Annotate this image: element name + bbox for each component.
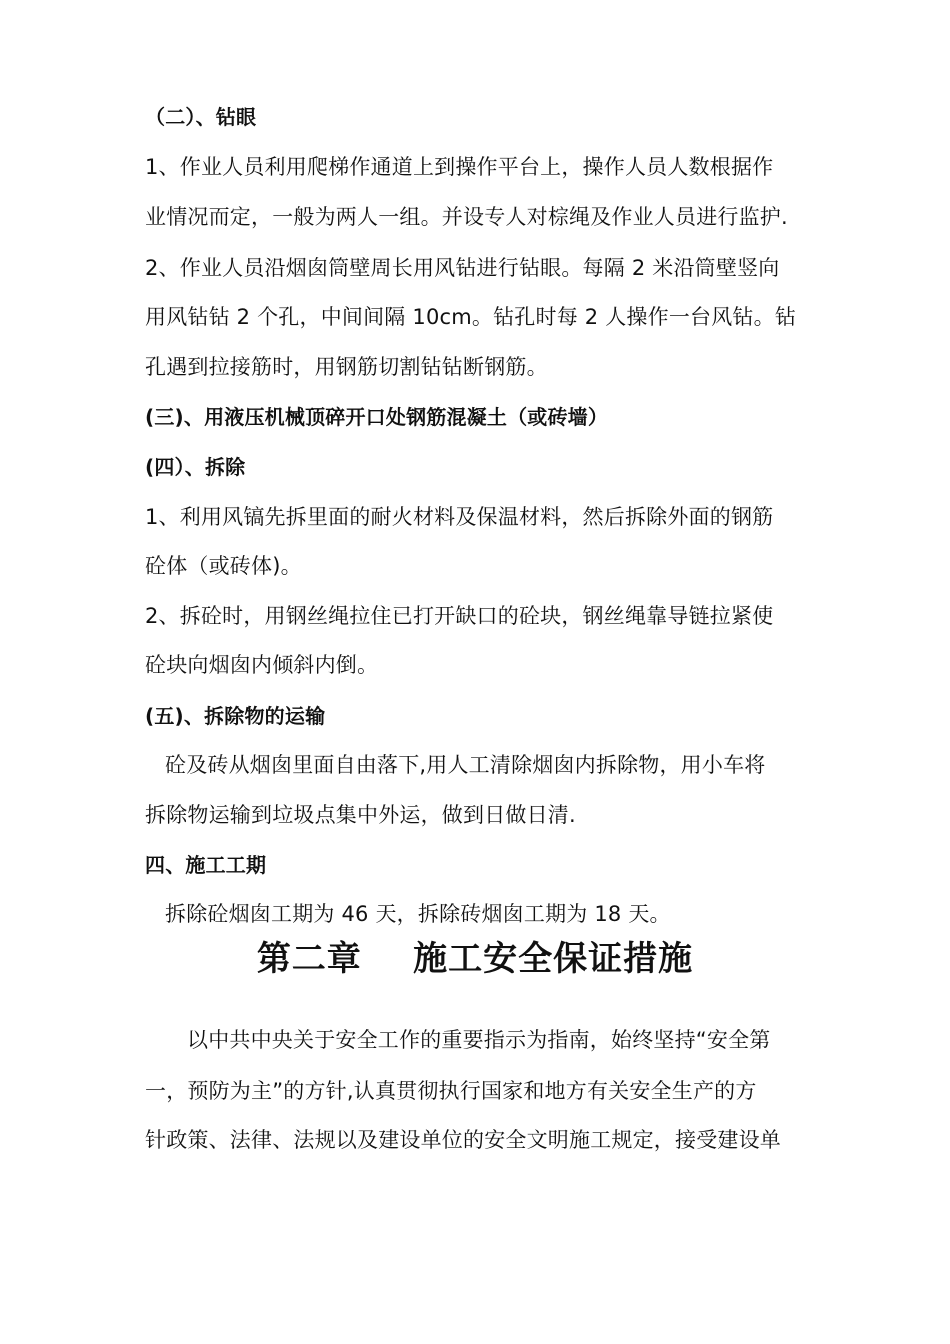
paragraph-line: 1、作业人员利用爬梯作通道上到操作平台上，操作人员人数根据作 xyxy=(145,155,774,179)
paragraph-line: 拆除物运输到垃圾点集中外运，做到日做日清. xyxy=(145,803,576,827)
paragraph-line: 砼体（或砖体)。 xyxy=(145,554,302,578)
chapter-title: 第二章 施工安全保证措施 xyxy=(256,939,694,979)
paragraph-line: 1、利用风镐先拆里面的耐火材料及保温材料，然后拆除外面的钢筋 xyxy=(145,505,774,529)
section-heading-transport: (五)、拆除物的运输 xyxy=(145,704,326,728)
paragraph-line: 砼块向烟囱内倾斜内倒。 xyxy=(145,653,379,677)
paragraph-line: 以中共中央关于安全工作的重要指示为指南，始终坚持“安全第 xyxy=(187,1028,771,1052)
paragraph-line: 拆除砼烟囱工期为 46 天，拆除砖烟囱工期为 18 天。 xyxy=(165,902,671,926)
paragraph-line: 孔遇到拉接筋时，用钢筋切割钻钻断钢筋。 xyxy=(145,355,548,379)
paragraph-line: 2、拆砼时，用钢丝绳拉住已打开缺口的砼块，钢丝绳靠导链拉紧使 xyxy=(145,604,774,628)
paragraph-line: 针政策、法律、法规以及建设单位的安全文明施工规定，接受建设单 xyxy=(145,1128,781,1152)
paragraph-line: 一，预防为主”的方针,认真贯彻执行国家和地方有关安全生产的方 xyxy=(145,1079,757,1103)
section-heading-hydraulic: (三)、用液压机械顶碎开口处钢筋混凝土（或砖墙） xyxy=(145,405,609,429)
paragraph-line: 用风钻钻 2 个孔，中间间隔 10cm。钻孔时每 2 人操作一台风钻。钻 xyxy=(145,305,797,329)
section-heading-schedule: 四、施工工期 xyxy=(145,853,267,877)
paragraph-line: 砼及砖从烟囱里面自由落下,用人工清除烟囱内拆除物，用小车将 xyxy=(165,753,766,777)
section-heading-drilling: （二）、钻眼 xyxy=(145,105,257,129)
paragraph-line: 2、作业人员沿烟囱筒壁周长用风钻进行钻眼。每隔 2 米沿筒壁竖向 xyxy=(145,256,780,280)
section-heading-demolition: (四）、拆除 xyxy=(145,455,246,479)
paragraph-line: 业情况而定，一般为两人一组。并设专人对棕绳及作业人员进行监护. xyxy=(145,205,788,229)
